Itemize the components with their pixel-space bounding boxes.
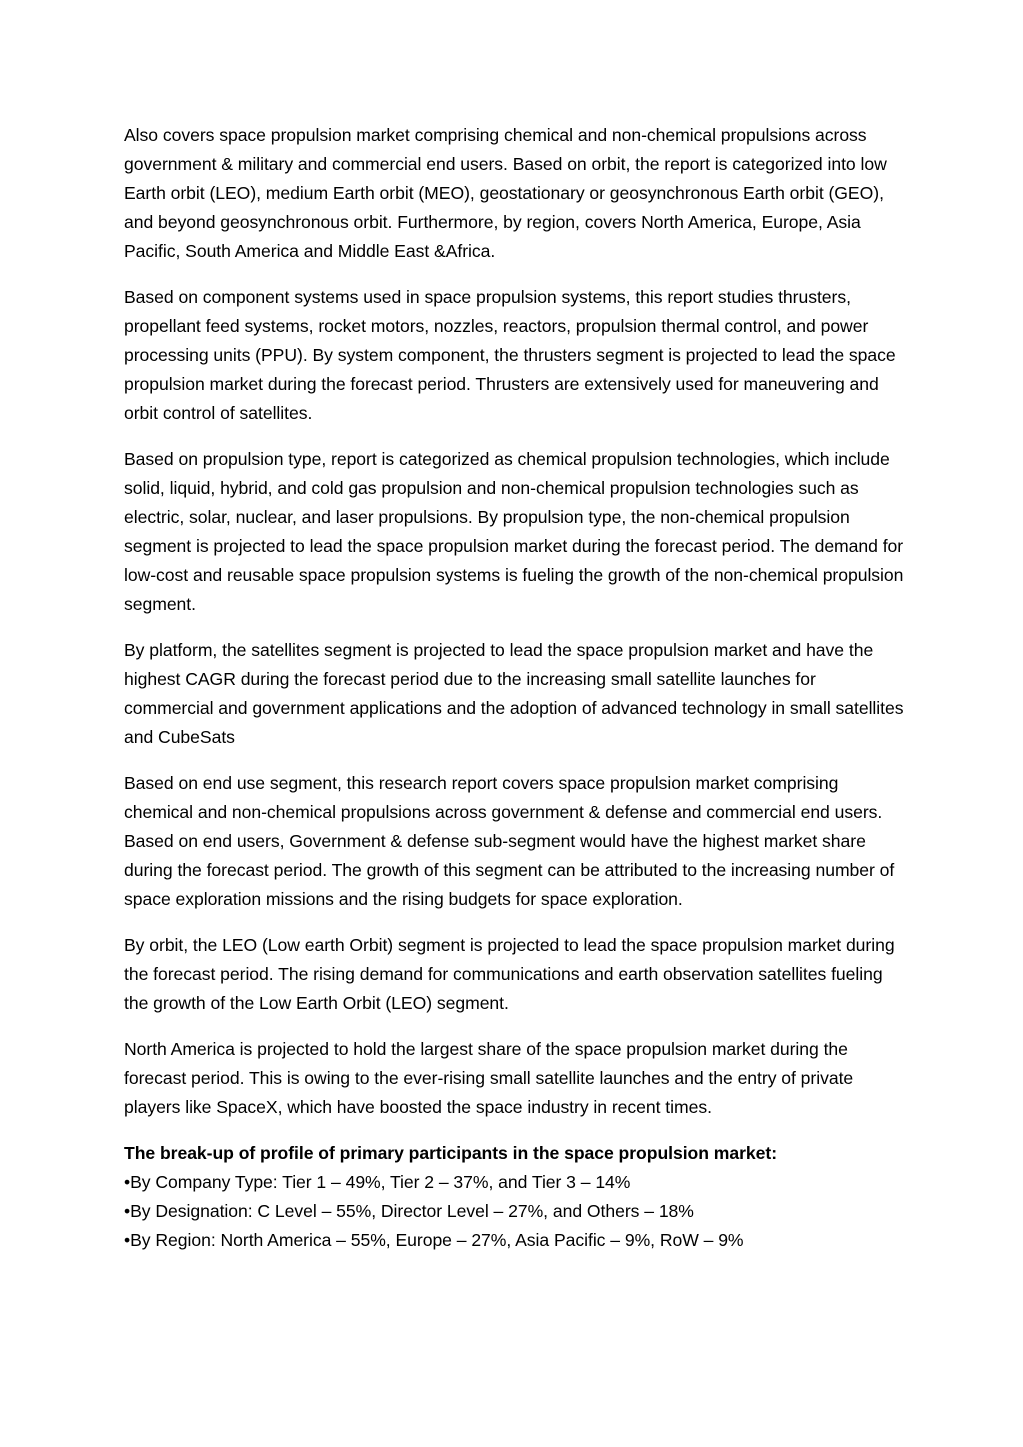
breakup-heading: The break-up of profile of primary participants in the space propulsion market:: [124, 1143, 777, 1163]
document-page: [124, 121, 904, 1255]
paragraph-orbit-leo: By orbit, the LEO (Low earth Orbit) segment is projected to lead the space propulsion market during the forecast period. The rising demand for communications and earth observation satellites fueling the growth of the Low Earth Orbit (LEO) segment.: [124, 935, 895, 1013]
bullet-region: •By Region: North America – 55%, Europe – 27%, Asia Pacific – 9%, RoW – 9%: [124, 1230, 744, 1250]
bullet-designation: •By Designation: C Level – 55%, Director Level – 27%, and Others – 18%: [124, 1201, 694, 1221]
paragraph-propulsion-type: Based on propulsion type, report is categorized as chemical propulsion technologies, which include solid, liquid, hybrid, and cold gas propulsion and non-chemical propulsion technologies such as electric, solar, nuclear, and laser propulsions. By propulsion type, the non-chemical propulsion segment is projected to lead the space propulsion market during the forecast period. The demand for low-cost and reusable space propulsion systems is fueling the growth of the non-chemical propulsion segment.: [124, 449, 904, 614]
paragraph-end-use: Based on end use segment, this research report covers space propulsion market comprising chemical and non-chemical propulsions across government & defense and commercial end users. Based on end users, Government & defense sub-segment would have the highest market share during the forecast period. The growth of this segment can be attributed to the increasing number of space exploration missions and the rising budgets for space exploration.: [124, 773, 895, 909]
paragraph-component-systems: Based on component systems used in space propulsion systems, this report studies thrusters, propellant feed systems, rocket motors, nozzles, reactors, propulsion thermal control, and power processing units (PPU). By system component, the thrusters segment is projected to lead the space propulsion market during the forecast period. Thrusters are extensively used for maneuvering and orbit control of satellites.: [124, 287, 896, 423]
bullet-company-type: •By Company Type: Tier 1 – 49%, Tier 2 – 37%, and Tier 3 – 14%: [124, 1172, 631, 1192]
paragraph-north-america: North America is projected to hold the largest share of the space propulsion market during the forecast period. This is owing to the ever-rising small satellite launches and the entry of private players like SpaceX, which have boosted the space industry in recent times.: [124, 1039, 854, 1117]
paragraph-orbit-region: Also covers space propulsion market comprising chemical and non-chemical propulsions across government & military and commercial end users. Based on orbit, the report is categorized into low Earth orbit (LEO), medium Earth orbit (MEO), geostationary or geosynchronous Earth orbit (GEO), and beyond geosynchronous orbit. Furthermore, by region, covers North America, Europe, Asia Pacific, South America and Middle East &Africa.: [124, 125, 887, 261]
paragraph-platform: By platform, the satellites segment is projected to lead the space propulsion market and have the highest CAGR during the forecast period due to the increasing small satellite launches for commercial and government applications and the adoption of advanced technology in small satellites and CubeSats: [124, 640, 904, 747]
